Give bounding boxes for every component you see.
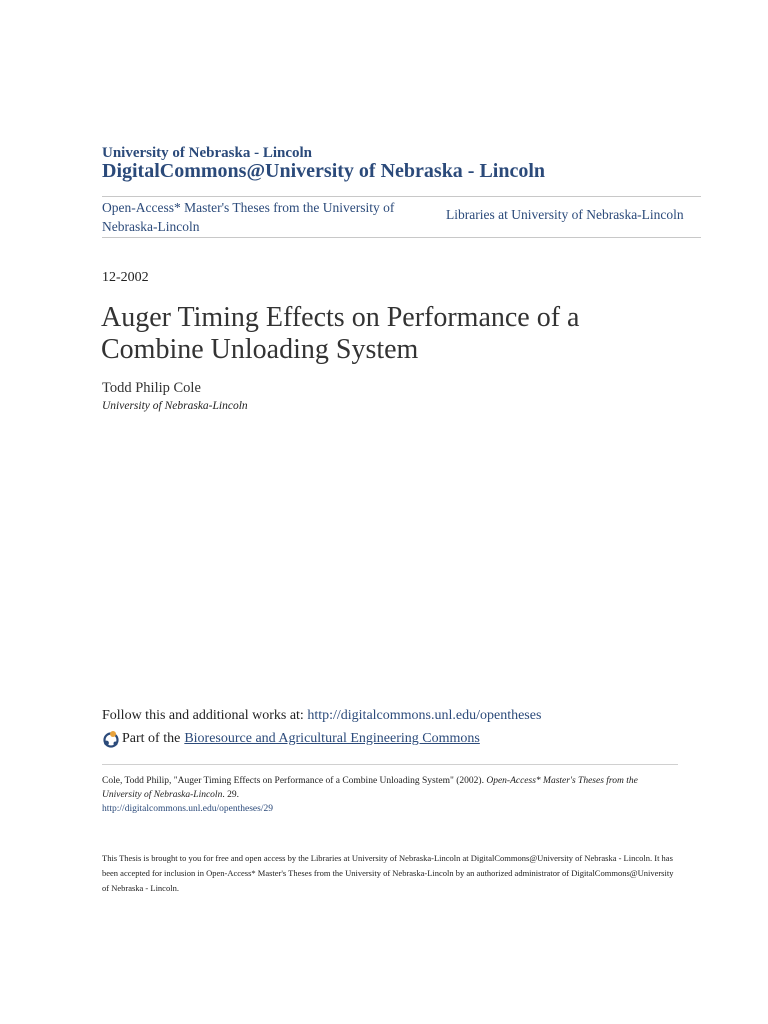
citation-series: Open-Access* Master's Theses from the University of Nebraska-Lincoln (102, 776, 638, 800)
citation-text: Cole, Todd Philip, "Auger Timing Effects on Performance of a Combine Unloading System" (2002). (102, 776, 487, 786)
publication-date: 12-2002 (102, 270, 149, 285)
citation-end: . 29. (222, 790, 239, 800)
part-of-line (102, 730, 480, 748)
follow-line (102, 708, 541, 724)
author-name: Todd Philip Cole (102, 380, 201, 396)
part-of-prefix: Part of the (122, 731, 181, 746)
citation-url-link[interactable]: http://digitalcommons.unl.edu/opentheses/29 (102, 804, 273, 814)
citation-block (102, 774, 677, 816)
commons-link[interactable]: Bioresource and Agricultural Engineering Commons (184, 731, 480, 746)
author-affiliation: University of Nebraska-Lincoln (102, 400, 248, 412)
university-link[interactable]: University of Nebraska - Lincoln (102, 145, 312, 161)
libraries-link[interactable]: Libraries at University of Nebraska-Lincoln (446, 207, 684, 222)
digital-commons-link[interactable]: DigitalCommons@University of Nebraska - Lincoln (102, 160, 546, 182)
network-commons-icon (102, 730, 120, 748)
divider-top (102, 196, 701, 197)
access-notice: This Thesis is brought to you for free and open access by the Libraries at University of Nebraska-Lincoln at DigitalCommons@University of Nebraska - Lincoln. It has been accepted for inclusion in Open-Access* Master's Theses from the University of Nebraska-Lincoln by an authorized administrator of DigitalCommons@University of Nebraska - Lincoln. (102, 853, 674, 893)
collection-link[interactable]: Open-Access* Master's Theses from the University of Nebraska-Lincoln (102, 200, 395, 234)
follow-prefix: Follow this and additional works at: (102, 708, 308, 723)
document-title: Auger Timing Effects on Performance of a Combine Unloading System (101, 302, 580, 365)
follow-url-link[interactable]: http://digitalcommons.unl.edu/opentheses (307, 708, 542, 723)
divider-citation (102, 764, 678, 765)
divider-bottom (102, 237, 701, 238)
